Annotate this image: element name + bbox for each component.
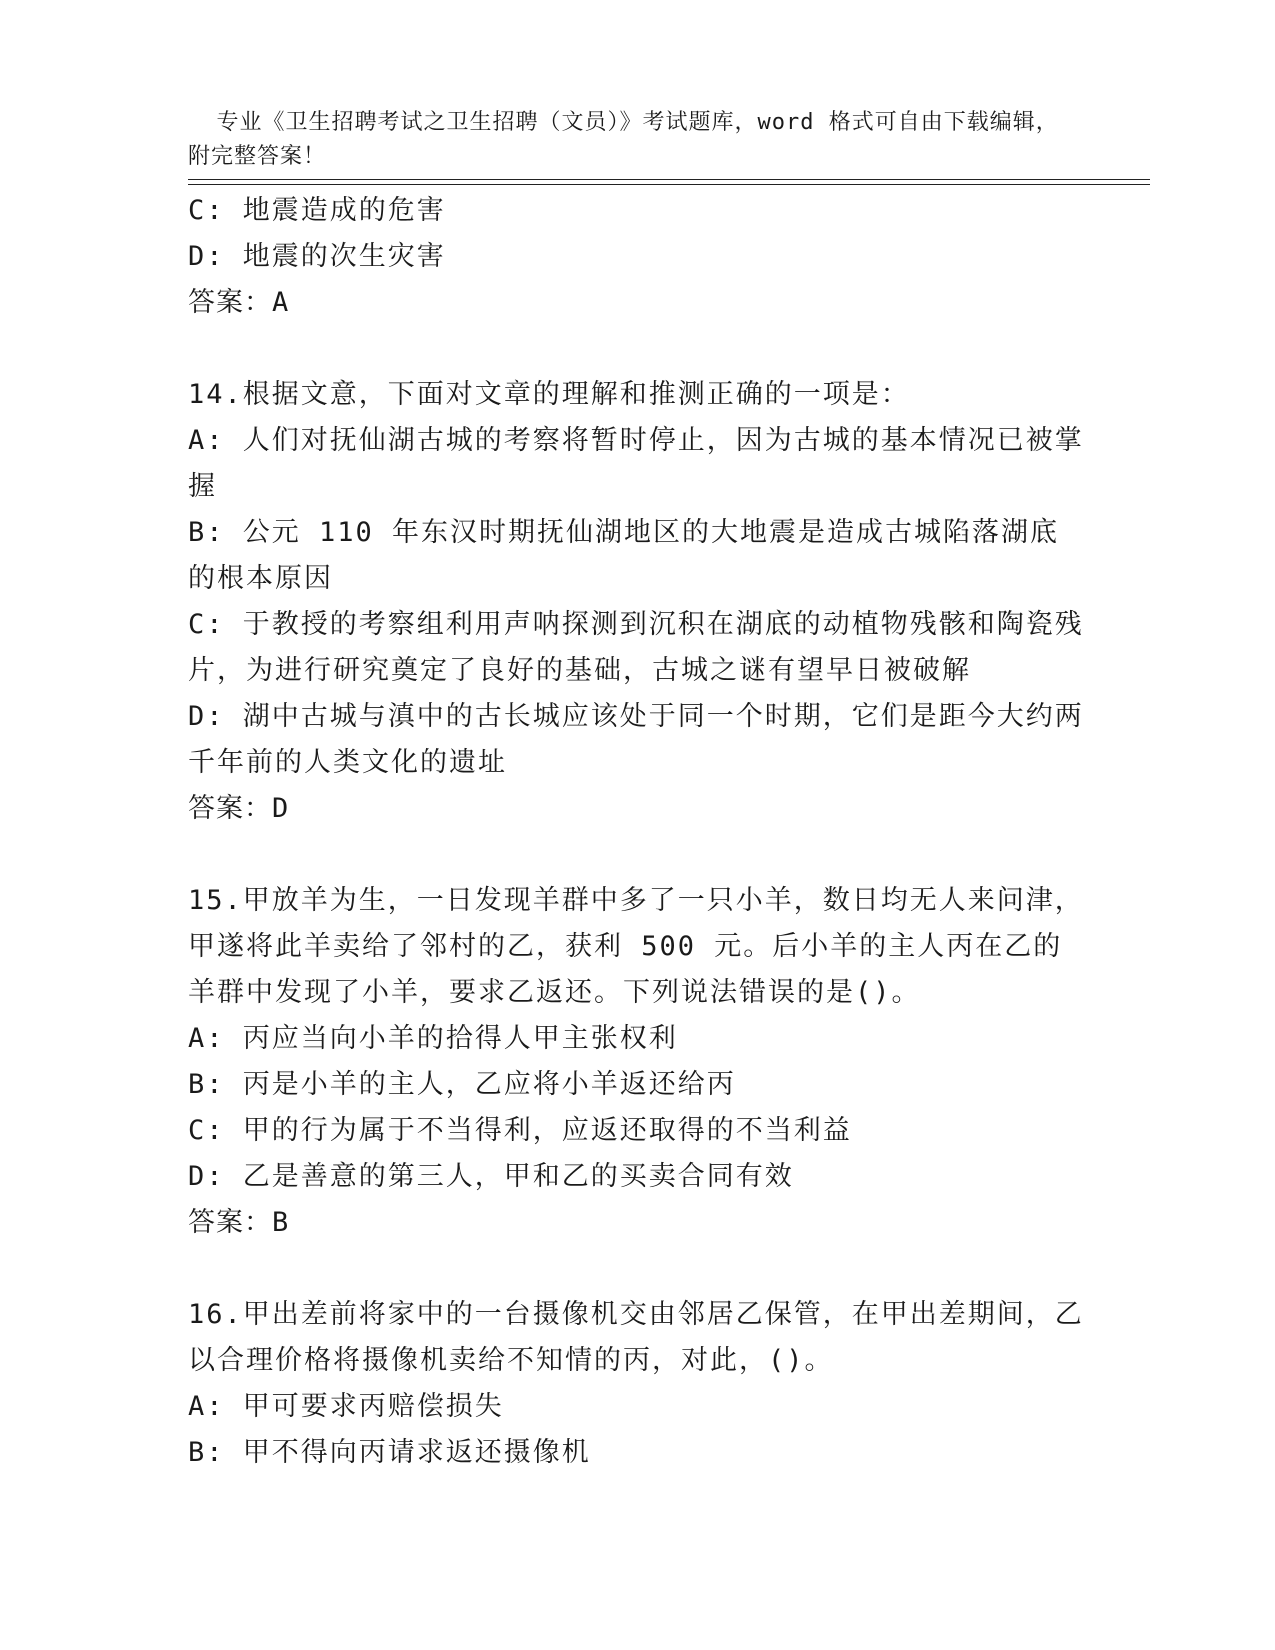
page-header bbox=[188, 72, 1068, 174]
question-15 bbox=[188, 878, 1088, 1246]
continued-question bbox=[188, 188, 1088, 326]
header-title: 专业《卫生招聘考试之卫生招聘（文员）》考试题库，word 格式可自由下载编辑，附完整答案！ bbox=[188, 110, 1059, 169]
header-rule-top bbox=[188, 179, 1150, 180]
spacer bbox=[188, 1246, 1088, 1292]
option-line: A: 甲可要求丙赔偿损失 bbox=[188, 1391, 504, 1422]
option-line: C: 甲的行为属于不当得利，应返还取得的不当利益 bbox=[188, 1115, 852, 1146]
option-line: D: 湖中古城与滇中的古长城应该处于同一个时期，它们是距今大约两千年前的人类文化的遗址 bbox=[188, 701, 1084, 778]
question-16 bbox=[188, 1292, 1088, 1476]
spacer bbox=[188, 326, 1088, 372]
option-line: D: 乙是善意的第三人，甲和乙的买卖合同有效 bbox=[188, 1161, 794, 1192]
header-rule-bottom bbox=[188, 184, 1150, 185]
option-line: D: 地震的次生灾害 bbox=[188, 241, 446, 272]
option-line: B: 甲不得向丙请求返还摄像机 bbox=[188, 1437, 591, 1468]
question-stem: 14.根据文意，下面对文章的理解和推测正确的一项是： bbox=[188, 379, 910, 410]
spacer bbox=[188, 832, 1088, 878]
answer-line: 答案：B bbox=[188, 1207, 290, 1238]
answer-line: 答案：A bbox=[188, 287, 290, 318]
answer-line: 答案：D bbox=[188, 793, 290, 824]
option-line: B: 公元 110 年东汉时期抚仙湖地区的大地震是造成古城陷落湖底的根本原因 bbox=[188, 517, 1060, 594]
document-body bbox=[188, 188, 1088, 1476]
question-14 bbox=[188, 372, 1088, 832]
option-line: A: 人们对抚仙湖古城的考察将暂时停止，因为古城的基本情况已被掌握 bbox=[188, 425, 1084, 502]
option-line: B: 丙是小羊的主人，乙应将小羊返还给丙 bbox=[188, 1069, 736, 1100]
option-line: C: 于教授的考察组利用声呐探测到沉积在湖底的动植物残骸和陶瓷残片，为进行研究奠定了良好的基础，古城之谜有望早日被破解 bbox=[188, 609, 1084, 686]
option-line: A: 丙应当向小羊的拾得人甲主张权利 bbox=[188, 1023, 678, 1054]
question-stem: 15.甲放羊为生，一日发现羊群中多了一只小羊，数日均无人来问津，甲遂将此羊卖给了邻村的乙，获利 500 元。后小羊的主人丙在乙的羊群中发现了小羊，要求乙返还。下列说法错误的是()。 bbox=[188, 885, 1084, 1008]
option-line: C: 地震造成的危害 bbox=[188, 195, 446, 226]
question-stem: 16.甲出差前将家中的一台摄像机交由邻居乙保管，在甲出差期间，乙以合理价格将摄像机卖给不知情的丙，对此，()。 bbox=[188, 1299, 1084, 1376]
